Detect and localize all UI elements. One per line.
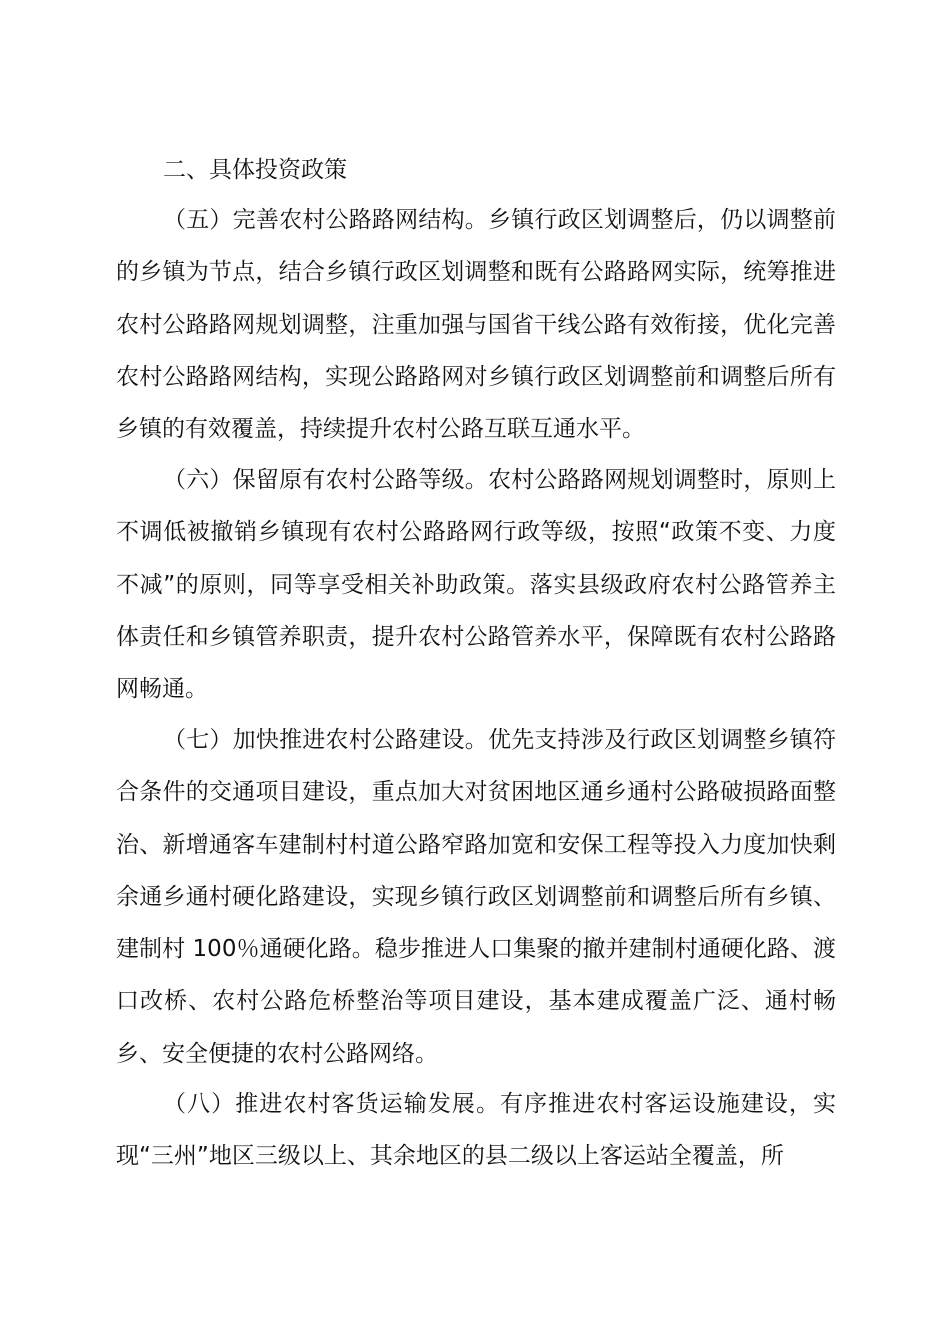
paragraph-transport-development: （八）推进农村客货运输发展。有序推进农村客运设施建设，实现“三州”地区三级以上、其余地区的县二级以上客运站全覆盖，所 bbox=[116, 1091, 836, 1170]
paragraph-road-construction: （七）加快推进农村公路建设。优先支持涉及行政区划调整乡镇符合条件的交通项目建设，重点加大对贫困地区通乡通村公路破损路面整治、新增通客车建制村村道公路窄路加宽和安保工程等投入力度加快剩余通乡通村硬化路建设，实现乡镇行政区划调整前和调整后所有乡镇、建制村 100％通硬化路。稳步推进人口集聚的撤并建制村通硬化路、渡口改桥、农村公路危桥整治等项目建设，基本建成覆盖广泛、通村畅乡、安全便捷的农村公路网络。 bbox=[116, 727, 836, 1067]
paragraph-road-network: （五）完善农村公路路网结构。乡镇行政区划调整后，仍以调整前的乡镇为节点，结合乡镇行政区划调整和既有公路路网实际，统筹推进农村公路路网规划调整，注重加强与国省干线公路有效衔接，优化完善农村公路路网结构，实现公路路网对乡镇行政区划调整前和调整后所有乡镇的有效覆盖，持续提升农村公路互联互通水平。 bbox=[116, 207, 836, 443]
paragraph-road-grade: （六）保留原有农村公路等级。农村公路路网规划调整时，原则上不调低被撤销乡镇现有农村公路路网行政等级，按照“政策不变、力度不减”的原则，同等享受相关补助政策。落实县级政府农村公路管养主体责任和乡镇管养职责，提升农村公路管养水平，保障既有农村公路路网畅通。 bbox=[116, 467, 836, 703]
section-heading: 二、具体投资政策 bbox=[163, 157, 347, 183]
